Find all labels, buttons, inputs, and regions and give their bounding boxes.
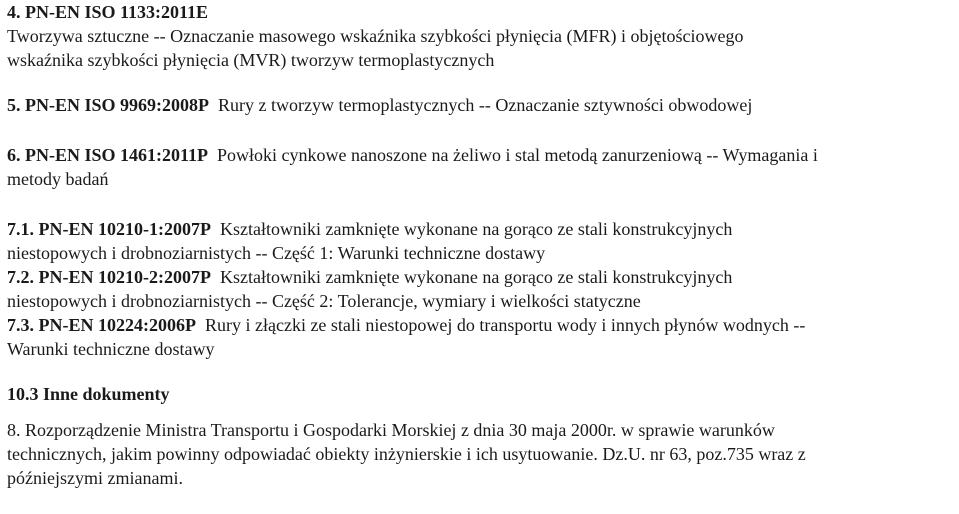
standard-description-line: metody badań [7, 169, 109, 189]
standard-item-4 [7, 0, 953, 72]
standard-code: 7.1. PN-EN 10210-1:2007P [7, 219, 211, 239]
standard-code: 5. PN-EN ISO 9969:2008P [7, 95, 209, 115]
standard-description-line: niestopowych i drobnoziarnistych -- Część 2: Tolerancje, wymiary i wielkości statyczne [7, 291, 641, 311]
standard-item-5 [7, 93, 953, 117]
document-page [7, 0, 953, 490]
standard-code: 6. PN-EN ISO 1461:2011P [7, 145, 209, 165]
standard-description: Rury z tworzyw termoplastycznych -- Oznaczanie sztywności obwodowej [218, 95, 753, 115]
standard-description-line: wskaźnika szybkości płynięcia (MVR) tworzyw termoplastycznych [7, 50, 495, 70]
standard-code: 7.2. PN-EN 10210-2:2007P [7, 267, 211, 287]
standard-description-line: niestopowych i drobnoziarnistych -- Część 1: Warunki techniczne dostawy [7, 243, 546, 263]
standard-description: Powłoki cynkowe nanoszone na żeliwo i stal metodą zanurzeniową -- Wymagania i [217, 145, 818, 165]
standard-code: 4. PN-EN ISO 1133:2011E [7, 2, 209, 22]
standard-description: Kształtowniki zamknięte wykonane na gorąco ze stali konstrukcyjnych [219, 267, 733, 287]
standard-code: 7.3. PN-EN 10224:2006P [7, 315, 196, 335]
regulation-line: późniejszymi zmianami. [7, 468, 183, 488]
standard-item-7-3 [7, 313, 953, 361]
standard-description-line: Warunki techniczne dostawy [7, 339, 215, 359]
standard-item-6 [7, 143, 953, 191]
standard-description: Rury i złączki ze stali niestopowej do transportu wody i innych płynów wodnych -- [204, 315, 806, 335]
regulation-item-8 [7, 418, 953, 490]
section-heading: 10.3 Inne dokumenty [7, 384, 170, 404]
standard-item-7-2 [7, 265, 953, 313]
standard-item-7-1 [7, 217, 953, 265]
regulation-line: technicznych, jakim powinny odpowiadać obiekty inżynierskie i ich usytuowanie. Dz.U. nr 63, poz.735 wraz z [7, 444, 806, 464]
standard-description: Kształtowniki zamknięte wykonane na gorąco ze stali konstrukcyjnych [219, 219, 733, 239]
regulation-line: 8. Rozporządzenie Ministra Transportu i Gospodarki Morskiej z dnia 30 maja 2000r. w sprawie warunków [7, 420, 775, 440]
standard-description-line: Tworzywa sztuczne -- Oznaczanie masowego wskaźnika szybkości płynięcia (MFR) i objętościowego [7, 26, 744, 46]
other-documents-section [7, 382, 953, 406]
